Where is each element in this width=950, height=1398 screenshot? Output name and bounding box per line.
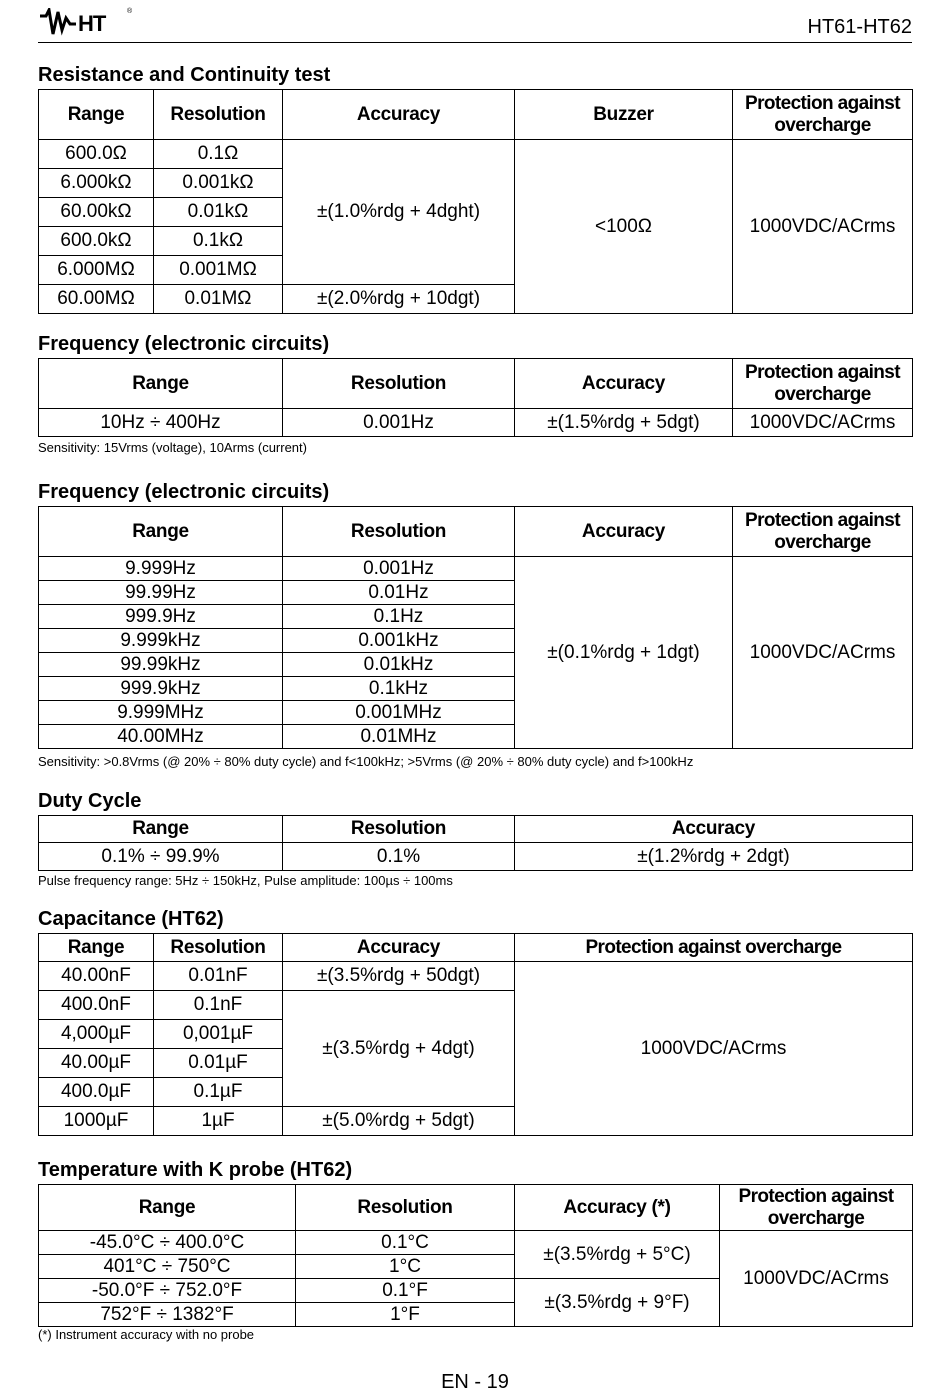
range-cell: 400.0nF xyxy=(39,991,154,1020)
resolution-cell: 0.001MΩ xyxy=(154,256,283,285)
section-title-duty-cycle: Duty Cycle xyxy=(38,790,142,812)
document-code: HT61-HT62 xyxy=(807,16,912,38)
accuracy-cell: ±(3.5%rdg + 4dgt) xyxy=(283,991,515,1107)
header-resolution: Resolution xyxy=(283,359,515,409)
header-protection: Protection against overcharge xyxy=(733,90,913,140)
duty-cycle-table xyxy=(38,815,913,871)
protection-cell: 1000VDC/ACrms xyxy=(733,557,913,749)
resistance-table xyxy=(38,89,913,314)
frequency-table-1 xyxy=(38,358,913,437)
range-cell: 9.999kHz xyxy=(39,629,283,653)
range-cell: 40.00MHz xyxy=(39,725,283,749)
header-range: Range xyxy=(39,359,283,409)
buzzer-cell: <100Ω xyxy=(515,140,733,314)
header-protection: Protection against overcharge xyxy=(733,359,913,409)
frequency-table-2 xyxy=(38,506,913,749)
range-cell: 60.00MΩ xyxy=(39,285,154,314)
accuracy-cell: ±(5.0%rdg + 5dgt) xyxy=(283,1107,515,1136)
header-resolution: Resolution xyxy=(283,507,515,557)
range-cell: 99.99kHz xyxy=(39,653,283,677)
range-cell: 6.000kΩ xyxy=(39,169,154,198)
probe-note: (*) Instrument accuracy with no probe xyxy=(38,1327,255,1342)
range-cell: -50.0°F ÷ 752.0°F xyxy=(39,1279,296,1303)
resolution-cell: 1°F xyxy=(296,1303,515,1327)
accuracy-cell: ±(2.0%rdg + 10dgt) xyxy=(283,285,515,314)
range-cell: 600.0Ω xyxy=(39,140,154,169)
resolution-cell: 0.01kHz xyxy=(283,653,515,677)
page-number: EN - 19 xyxy=(441,1371,509,1393)
resolution-cell: 0,001µF xyxy=(154,1020,283,1049)
range-cell: 10Hz ÷ 400Hz xyxy=(39,409,283,437)
sensitivity-note-2: Sensitivity: >0.8Vrms (@ 20% ÷ 80% duty cycle) and f<100kHz; >5Vrms (@ 20% ÷ 80% duty cycle) and f>100kHz xyxy=(38,754,694,769)
header-range: Range xyxy=(39,90,154,140)
resolution-cell: 0.001kΩ xyxy=(154,169,283,198)
resolution-cell: 0.1°C xyxy=(296,1231,515,1255)
accuracy-cell-celsius: ±(3.5%rdg + 5°C) xyxy=(515,1231,720,1279)
resolution-cell: 1µF xyxy=(154,1107,283,1136)
resolution-cell: 0.001MHz xyxy=(283,701,515,725)
resolution-cell: 0.1Ω xyxy=(154,140,283,169)
resolution-cell: 0.01nF xyxy=(154,962,283,991)
resolution-cell: 0.1kΩ xyxy=(154,227,283,256)
accuracy-cell: ±(0.1%rdg + 1dgt) xyxy=(515,557,733,749)
accuracy-cell: ±(1.0%rdg + 4dght) xyxy=(283,140,515,285)
resolution-cell: 0.1kHz xyxy=(283,677,515,701)
header-range: Range xyxy=(39,507,283,557)
range-cell: 400.0µF xyxy=(39,1078,154,1107)
pulse-note: Pulse frequency range: 5Hz ÷ 150kHz, Pulse amplitude: 100µs ÷ 100ms xyxy=(38,873,453,888)
header-range: Range xyxy=(39,1185,296,1231)
resolution-cell: 0.01Hz xyxy=(283,581,515,605)
registered-mark: ® xyxy=(127,8,133,15)
range-cell: -45.0°C ÷ 400.0°C xyxy=(39,1231,296,1255)
header-resolution: Resolution xyxy=(296,1185,515,1231)
header-accuracy: Accuracy (*) xyxy=(515,1185,720,1231)
resolution-cell: 0.01MHz xyxy=(283,725,515,749)
range-cell: 401°C ÷ 750°C xyxy=(39,1255,296,1279)
resolution-cell: 0.001Hz xyxy=(283,409,515,437)
protection-cell: 1000VDC/ACrms xyxy=(720,1231,913,1327)
accuracy-cell-fahrenheit: ±(3.5%rdg + 9°F) xyxy=(515,1279,720,1327)
sensitivity-note-1: Sensitivity: 15Vrms (voltage), 10Arms (current) xyxy=(38,440,307,455)
resolution-cell: 0.001Hz xyxy=(283,557,515,581)
accuracy-cell: ±(1.5%rdg + 5dgt) xyxy=(515,409,733,437)
range-cell: 99.99Hz xyxy=(39,581,283,605)
resolution-cell: 0.01kΩ xyxy=(154,198,283,227)
range-cell: 40.00nF xyxy=(39,962,154,991)
resolution-cell: 0.01MΩ xyxy=(154,285,283,314)
range-cell: 999.9kHz xyxy=(39,677,283,701)
resolution-cell: 0.1nF xyxy=(154,991,283,1020)
header-range: Range xyxy=(39,934,154,962)
ht-logo xyxy=(38,8,133,38)
section-title-temperature: Temperature with K probe (HT62) xyxy=(38,1159,353,1181)
header-accuracy: Accuracy xyxy=(515,359,733,409)
header-buzzer: Buzzer xyxy=(515,90,733,140)
range-cell: 1000µF xyxy=(39,1107,154,1136)
section-title-frequency-1: Frequency (electronic circuits) xyxy=(38,333,330,355)
accuracy-cell: ±(3.5%rdg + 50dgt) xyxy=(283,962,515,991)
range-cell: 752°F ÷ 1382°F xyxy=(39,1303,296,1327)
range-cell: 9.999Hz xyxy=(39,557,283,581)
header-accuracy: Accuracy xyxy=(515,816,913,843)
header-protection: Protection against overcharge xyxy=(733,507,913,557)
range-cell: 999.9Hz xyxy=(39,605,283,629)
header-resolution: Resolution xyxy=(154,90,283,140)
header-resolution: Resolution xyxy=(154,934,283,962)
capacitance-table xyxy=(38,933,913,1136)
accuracy-cell: ±(1.2%rdg + 2dgt) xyxy=(515,843,913,871)
range-cell: 6.000MΩ xyxy=(39,256,154,285)
range-cell: 0.1% ÷ 99.9% xyxy=(39,843,283,871)
range-cell: 600.0kΩ xyxy=(39,227,154,256)
header-protection: Protection against overcharge xyxy=(720,1185,913,1231)
page-header xyxy=(38,6,912,43)
range-cell: 9.999MHz xyxy=(39,701,283,725)
header-accuracy: Accuracy xyxy=(283,90,515,140)
header-range: Range xyxy=(39,816,283,843)
header-accuracy: Accuracy xyxy=(515,507,733,557)
range-cell: 4,000µF xyxy=(39,1020,154,1049)
header-resolution: Resolution xyxy=(283,816,515,843)
header-accuracy: Accuracy xyxy=(283,934,515,962)
protection-cell: 1000VDC/ACrms xyxy=(733,409,913,437)
resolution-cell: 0.1% xyxy=(283,843,515,871)
temperature-table xyxy=(38,1184,913,1327)
resolution-cell: 0.001kHz xyxy=(283,629,515,653)
resolution-cell: 0.1Hz xyxy=(283,605,515,629)
waveform-icon xyxy=(38,8,78,38)
resolution-cell: 0.01µF xyxy=(154,1049,283,1078)
section-title-resistance: Resistance and Continuity test xyxy=(38,64,331,86)
resolution-cell: 0.1µF xyxy=(154,1078,283,1107)
logo-text: HT xyxy=(78,11,106,36)
section-title-frequency-2: Frequency (electronic circuits) xyxy=(38,481,330,503)
protection-cell: 1000VDC/ACrms xyxy=(515,962,913,1136)
range-cell: 40.00µF xyxy=(39,1049,154,1078)
header-protection: Protection against overcharge xyxy=(515,934,913,962)
resolution-cell: 0.1°F xyxy=(296,1279,515,1303)
range-cell: 60.00kΩ xyxy=(39,198,154,227)
protection-cell: 1000VDC/ACrms xyxy=(733,140,913,314)
section-title-capacitance: Capacitance (HT62) xyxy=(38,908,224,930)
resolution-cell: 1°C xyxy=(296,1255,515,1279)
